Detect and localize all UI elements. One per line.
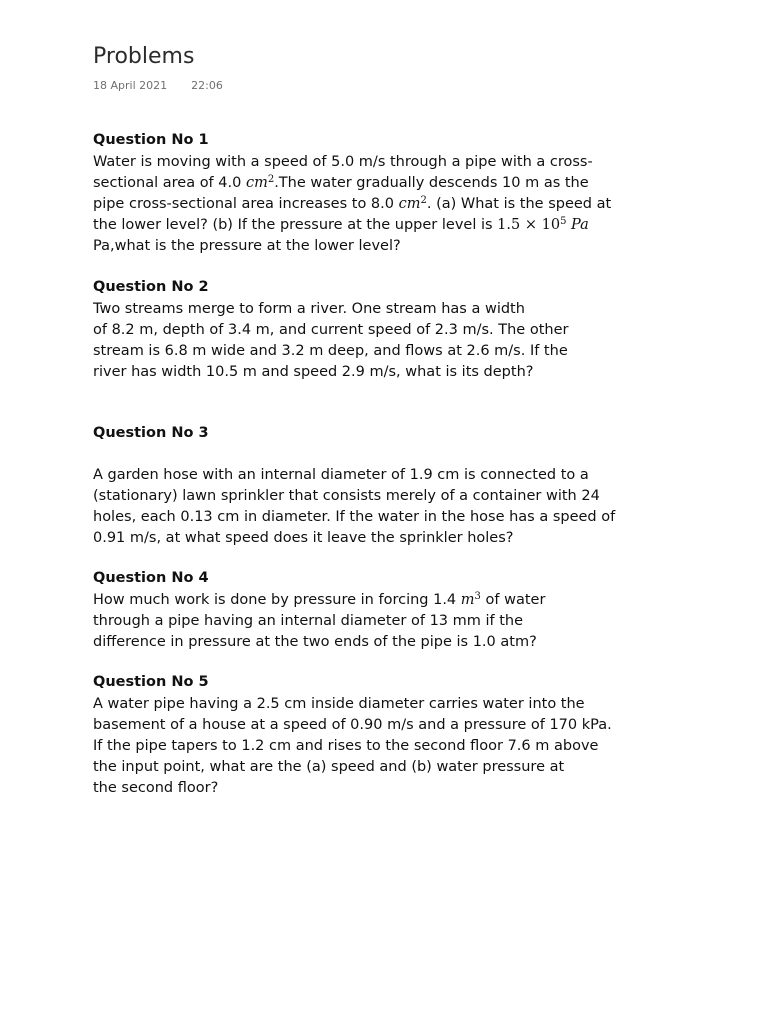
q1-exponent: 2 (420, 195, 427, 206)
question-1-line-4 (93, 215, 589, 235)
q1-text: . (a) What is the speed at (426, 196, 612, 212)
question-5-heading: Question No 5 (93, 674, 209, 690)
question-4-line-2: through a pipe having an internal diameter of 13 mm if the (93, 613, 524, 629)
q4-text: How much work is done by pressure in forcing 1.4 (93, 592, 461, 608)
question-3-line-2: (stationary) lawn sprinkler that consists merely of a container with 24 (93, 488, 600, 504)
q1-exponent: 2 (267, 174, 275, 185)
question-4-line-3: difference in pressure at the two ends of the pipe is 1.0 atm? (93, 634, 537, 650)
question-1-line-5: Pa,what is the pressure at the lower level? (93, 238, 401, 254)
q1-text: the lower level? (b) If the pressure at the upper level is (93, 217, 498, 233)
question-4-line-1 (93, 590, 545, 610)
note-time: 22:06 (191, 79, 223, 92)
question-1-heading: Question No 1 (93, 132, 209, 148)
question-1-line-1: Water is moving with a speed of 5.0 m/s through a pipe with a cross- (93, 154, 593, 170)
q4-unit: m (460, 592, 475, 608)
q1-text: pipe cross-sectional area increases to 8.0 (93, 196, 399, 212)
question-3-line-3: holes, each 0.13 cm in diameter. If the water in the hose has a speed of (93, 509, 616, 525)
question-5-line-1: A water pipe having a 2.5 cm inside diameter carries water into the (93, 696, 585, 712)
question-2-line-3: stream is 6.8 m wide and 3.2 m deep, and flows at 2.6 m/s. If the (93, 343, 568, 359)
note-date: 18 April 2021 (93, 79, 168, 92)
question-2-heading: Question No 2 (93, 279, 209, 295)
question-2-line-1: Two streams merge to form a river. One stream has a width (93, 301, 525, 317)
question-4-heading: Question No 4 (93, 570, 209, 586)
q4-exponent: 3 (474, 591, 481, 602)
question-5-line-5: the second floor? (93, 780, 219, 796)
question-3-line-1: A garden hose with an internal diameter of 1.9 cm is connected to a (93, 467, 589, 483)
note-meta (93, 79, 223, 92)
q1-exponent: 5 (560, 216, 567, 227)
question-5-line-2: basement of a house at a speed of 0.90 m/s and a pressure of 170 kPa. (93, 717, 612, 733)
q1-unit: cm (245, 175, 268, 191)
q1-text: .The water gradually descends 10 m as the (274, 175, 589, 191)
question-3-line-4: 0.91 m/s, at what speed does it leave the sprinkler holes? (93, 530, 514, 546)
question-2-line-4: river has width 10.5 m and speed 2.9 m/s, what is its depth? (93, 364, 534, 380)
question-1-line-2 (93, 173, 589, 193)
question-5-line-4: the input point, what are the (a) speed and (b) water pressure at (93, 759, 565, 775)
q4-text: of water (480, 592, 546, 608)
question-1-line-3 (93, 194, 611, 214)
question-5-line-3: If the pipe tapers to 1.2 cm and rises to the second floor 7.6 m above (93, 738, 599, 754)
q1-unit: cm (398, 196, 421, 212)
question-2-line-2: of 8.2 m, depth of 3.4 m, and current speed of 2.3 m/s. The other (93, 322, 569, 338)
page-title: Problems (93, 44, 195, 69)
q1-unit: Pa (566, 217, 589, 233)
question-3-heading: Question No 3 (93, 425, 209, 441)
q1-text: sectional area of 4.0 (93, 175, 246, 191)
q1-number: 1.5 × 10 (497, 217, 561, 233)
